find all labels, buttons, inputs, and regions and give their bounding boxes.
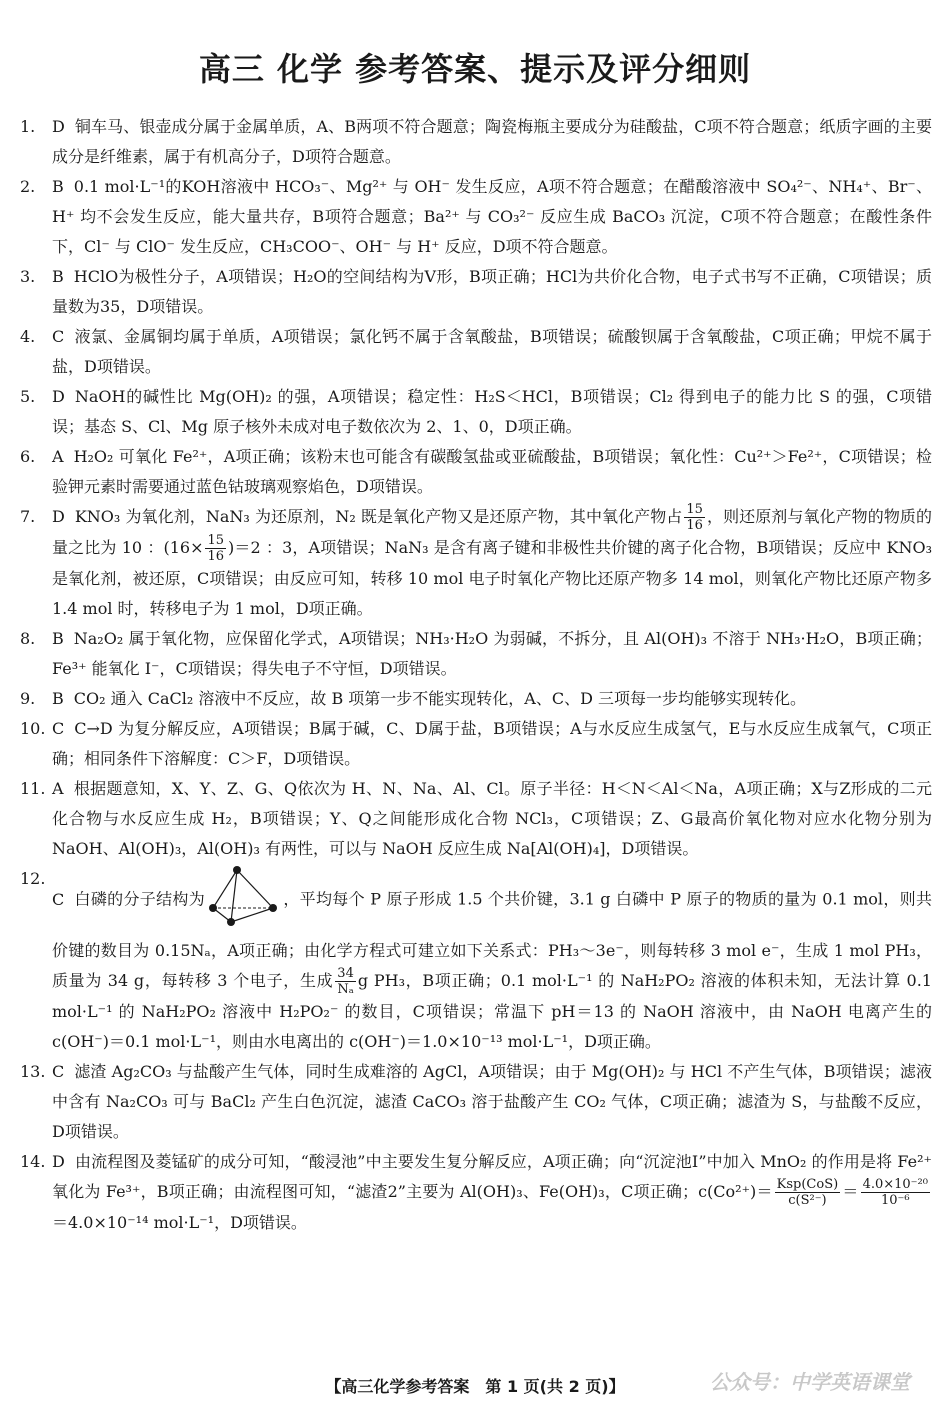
fraction	[205, 533, 226, 564]
answer-item-11	[20, 774, 932, 864]
answer-item-10	[20, 714, 932, 774]
item-number: 11.	[20, 779, 46, 798]
fraction-denominator: Nₐ	[337, 982, 354, 997]
fraction-numerator: 15	[686, 502, 703, 517]
answer-item-1	[20, 112, 932, 172]
item-explanation-part-c: g PH₃，B项正确；0.1 mol·L⁻¹ 的 NaH₂PO₂ 溶液的体积未知，无法计算 0.1 mol·L⁻¹ 的 NaH₂PO₂ 溶液中 H₂PO₂⁻ 的数目，C项错误；常温下 pH＝13 的 NaOH 溶液中，由 NaOH 电离产生的 c(OH⁻)＝0.1 mol·L⁻¹，则由水电离出的 c(OH⁻)＝1.0×10⁻¹³ mol·L⁻¹，D项正确。	[52, 971, 932, 1051]
fraction-denominator: 10⁻⁶	[880, 1193, 910, 1208]
item-explanation: NaOH的碱性比 Mg(OH)₂ 的强，A项错误；稳定性：H₂S＜HCl，B项错误；Cl₂ 得到电子的能力比 S 的强，C项错误；基态 S、Cl、Mg 原子核外未成对电子数依次为 2、1、0，D项正确。	[52, 387, 932, 436]
answer-item-9	[20, 684, 932, 714]
item-number: 14.	[20, 1152, 46, 1171]
item-answer: B	[52, 267, 64, 286]
page-footer: 【高三化学参考答案 第 1 页(共 2 页)】	[325, 1377, 625, 1396]
item-answer: B	[52, 689, 64, 708]
item-explanation: 液氯、金属铜均属于单质，A项错误；氯化钙不属于含氧酸盐，B项错误；硫酸钡属于含氧酸盐，C项正确；甲烷不属于盐，D项错误。	[52, 327, 932, 376]
item-explanation-part-c: ＝4.0×10⁻¹⁴ mol·L⁻¹，D项错误。	[52, 1213, 307, 1232]
white-phosphorus-structure	[207, 864, 281, 936]
item-answer: C	[52, 1062, 65, 1081]
answer-item-3	[20, 262, 932, 322]
fraction-denominator: 16	[207, 549, 225, 564]
item-number: 3.	[20, 267, 36, 286]
fraction-numerator: 15	[207, 533, 225, 548]
item-number: 13.	[20, 1062, 46, 1081]
answer-list	[20, 112, 932, 1238]
item-explanation: C→D 为复分解反应，A项错误；B属于碱，C、D属于盐，B项错误；A与水反应生成氢气，E与水反应生成氧气，C项正确；相同条件下溶解度：C＞F，D项错误。	[52, 719, 932, 768]
item-explanation: H₂O₂ 可氧化 Fe²⁺，A项正确；该粉末也可能含有碳酸氢盐或亚硫酸盐，B项错误；氧化性：Cu²⁺＞Fe²⁺，C项错误；检验钾元素时需要通过蓝色钴玻璃观察焰色，D项错误。	[52, 447, 932, 496]
item-explanation: 0.1 mol·L⁻¹的KOH溶液中 HCO₃⁻、Mg²⁺ 与 OH⁻ 发生反应，A项不符合题意；在醋酸溶液中 SO₄²⁻、NH₄⁺、Br⁻、H⁺ 均不会发生反应，能大量共存，B项符合题意；Ba²⁺ 与 CO₃²⁻ 反应生成 BaCO₃ 沉淀，C项不符合题意；在酸性条件下，Cl⁻ 与 ClO⁻ 发生反应，CH₃COO⁻、OH⁻ 与 H⁺ 反应，D项不符合题意。	[52, 177, 932, 256]
item-answer: C	[52, 327, 65, 346]
item-explanation: Na₂O₂ 属于氧化物，应保留化学式，A项错误；NH₃·H₂O 为弱碱，不拆分，且 Al(OH)₃ 不溶于 NH₃·H₂O，B项正确；Fe³⁺ 能氧化 I⁻，C项错误；得失电子不守恒，D项错误。	[52, 629, 932, 678]
item-number: 8.	[20, 629, 36, 648]
item-answer: D	[52, 387, 65, 406]
answer-item-7	[20, 502, 932, 624]
item-explanation: 铜车马、银壶成分属于金属单质，A、B两项不符合题意；陶瓷梅瓶主要成分为硅酸盐，C项不符合题意；纸质字画的主要成分是纤维素，属于有机高分子，D项符合题意。	[52, 117, 932, 166]
item-number: 4.	[20, 327, 36, 346]
tetrahedron-diagram	[207, 864, 281, 926]
item-number: 5.	[20, 387, 36, 406]
item-explanation: 滤渣 Ag₂CO₃ 与盐酸产生气体，同时生成难溶的 AgCl，A项错误；由于 Mg(OH)₂ 与 HCl 不产生气体，B项错误；滤液中含有 Na₂CO₃ 可与 BaCl₂ 产生白色沉淀，滤渣 CaCO₃ 溶于盐酸产生 CO₂ 气体，C项正确；滤渣为 S，与盐酸不反应，D项错误。	[52, 1062, 932, 1141]
item-answer: C	[52, 719, 65, 738]
item-number: 7.	[20, 507, 36, 526]
fraction	[684, 502, 705, 533]
fraction-denominator: 16	[686, 518, 703, 533]
answer-item-5	[20, 382, 932, 442]
item-explanation-part-b: ＝	[842, 1182, 859, 1201]
item-explanation-part-a: 由流程图及菱锰矿的成分可知，“酸浸池”中主要发生复分解反应，A项正确；向“沉淀池Ⅰ”中加入 MnO₂ 的作用是将 Fe²⁺ 氧化为 Fe³⁺，B项正确；由流程图可知，“滤渣2”主要为 Al(OH)₃、Fe(OH)₃，C项正确；c(Co²⁺)＝	[52, 1152, 932, 1201]
item-answer: C	[52, 889, 65, 909]
answer-item-12	[20, 864, 932, 1057]
item-number: 6.	[20, 447, 36, 466]
answer-item-6	[20, 442, 932, 502]
answer-item-8	[20, 624, 932, 684]
answer-item-2	[20, 172, 932, 262]
fraction	[335, 966, 356, 997]
fraction-numerator: 34	[337, 966, 354, 981]
answer-item-13	[20, 1057, 932, 1147]
item-explanation: 根据题意知，X、Y、Z、G、Q依次为 H、N、Na、Al、Cl。原子半径：H＜N＜Al＜Na，A项正确；X与Z形成的二元化合物与水反应生成 H₂，B项错误；Y、Q之间能形成化合物 NCl₃，C项错误；Z、G最高价氧化物对应水化物分别为 NaOH、Al(OH)₃，Al(OH)₃ 有两性，可以与 NaOH 反应生成 Na[Al(OH)₄]，D项错误。	[52, 779, 932, 858]
answer-item-14	[20, 1147, 932, 1238]
item-number: 1.	[20, 117, 36, 136]
item-number: 12.	[20, 869, 46, 888]
item-answer: D	[52, 117, 65, 136]
page-title: 高三 化学 参考答案、提示及评分细则	[198, 50, 752, 88]
item-explanation: HClO为极性分子，A项错误；H₂O的空间结构为V形，B项正确；HCl为共价化合物，电子式书写不正确，C项错误；质量数为35，D项错误。	[52, 267, 932, 316]
item-number: 2.	[20, 177, 36, 196]
item-answer: D	[52, 507, 65, 526]
item-answer: B	[52, 177, 64, 196]
item-number: 10.	[20, 719, 46, 738]
fraction-denominator: c(S²⁻)	[788, 1193, 827, 1208]
item-answer: A	[52, 779, 64, 798]
fraction-numerator: Ksp(CoS)	[776, 1177, 839, 1192]
fraction-numerator: 4.0×10⁻²⁰	[862, 1177, 928, 1192]
item-explanation-part-a: KNO₃ 为氧化剂，NaN₃ 为还原剂，N₂ 既是氧化产物又是还原产物，其中氧化产物占	[74, 507, 683, 526]
item-explanation-part-b: ，则还原剂与氧化产物的物质的量之比为 10 ：(16×	[52, 507, 932, 557]
item-answer: D	[52, 1152, 65, 1171]
item-explanation-part-b: ，平均每个 P 原子形成 1.5 个共价键，3.1 g 白磷中 P 原子的物质的量为 0.1 mol，则共价键的数目为 0.15Nₐ，A项正确；由化学方程式可建立如下关系式：PH₃～3e⁻，则每转移 3 mol e⁻，生成 1 mol PH₃，质量为 34 g，每转移 3 个电子，生成	[52, 889, 932, 990]
item-answer: A	[52, 447, 64, 466]
item-explanation-part-a: 白磷的分子结构为	[74, 889, 206, 909]
item-number: 9.	[20, 689, 36, 708]
answer-item-4	[20, 322, 932, 382]
item-explanation: CO₂ 通入 CaCl₂ 溶液中不反应，故 B 项第一步不能实现转化，A、C、D 三项每一步均能够实现转化。	[73, 689, 806, 708]
watermark: 公众号：中学英语课堂	[710, 1370, 910, 1394]
item-answer: B	[52, 629, 64, 648]
fraction	[775, 1177, 841, 1208]
fraction	[861, 1177, 930, 1208]
item-explanation-part-c: )＝2 ：3，A项错误；NaN₃ 是含有离子键和非极性共价键的离子化合物，B项错误；反应中 KNO₃ 是氧化剂，被还原，C项错误；由反应可知，转移 10 mol 电子时氧化产物比还原产物多 14 mol，则氧化产物比还原产物多 1.4 mol 时，转移电子为 1 mol，D项正确。	[52, 538, 932, 618]
